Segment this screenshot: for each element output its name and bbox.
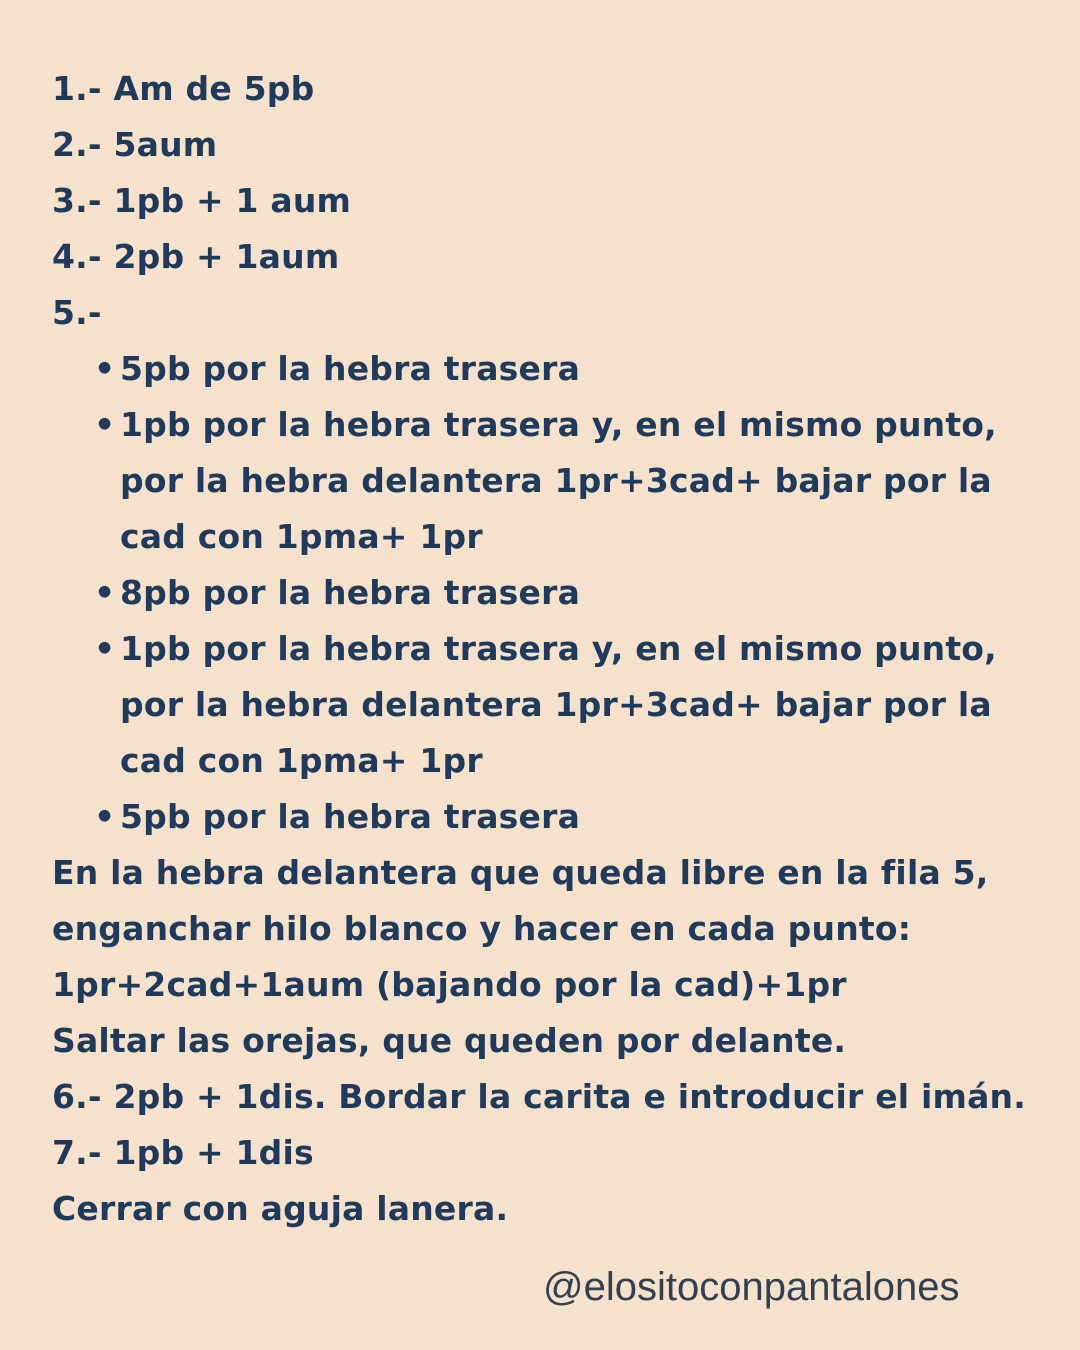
- instruction-line: 1pr+2cad+1aum (bajando por la cad)+1pr: [52, 965, 847, 1004]
- step-1: 1.- Am de 5pb: [52, 69, 315, 108]
- instruction-line: En la hebra delantera que queda libre en la fila 5,: [52, 853, 989, 892]
- step-5: 5.-: [52, 293, 102, 332]
- step-7: 7.- 1pb + 1dis: [52, 1133, 314, 1172]
- bullet-dot-icon: •: [94, 349, 116, 388]
- pattern-instructions: [52, 61, 1042, 1237]
- bullet-item: [52, 621, 1030, 789]
- bullet-dot-icon: •: [94, 573, 116, 612]
- instruction-line: Saltar las orejas, que queden por delante.: [52, 1021, 847, 1060]
- author-handle: @elositoconpantalones: [543, 1265, 960, 1309]
- bullet-text: 1pb por la hebra trasera y, en el mismo punto, por la hebra delantera 1pr+3cad+ bajar por la cad con 1pma+ 1pr: [120, 629, 997, 780]
- step-2: 2.- 5aum: [52, 125, 218, 164]
- bullet-text: 5pb por la hebra trasera: [120, 349, 581, 388]
- step-4: 4.- 2pb + 1aum: [52, 237, 340, 276]
- bullet-text: 8pb por la hebra trasera: [120, 573, 581, 612]
- bullet-item: [52, 397, 1030, 565]
- bullet-dot-icon: •: [94, 629, 116, 668]
- bullet-item: [52, 565, 1030, 621]
- bullet-text: 5pb por la hebra trasera: [120, 797, 581, 836]
- bullet-item: [52, 341, 1030, 397]
- bullet-dot-icon: •: [94, 797, 116, 836]
- step-5-bullet-list: [52, 341, 1042, 845]
- step-6: 6.- 2pb + 1dis. Bordar la carita e introducir el imán.: [52, 1077, 1026, 1116]
- bullet-dot-icon: •: [94, 405, 116, 444]
- closing-instruction: Cerrar con aguja lanera.: [52, 1189, 509, 1228]
- bullet-text: 1pb por la hebra trasera y, en el mismo punto, por la hebra delantera 1pr+3cad+ bajar por la cad con 1pma+ 1pr: [120, 405, 997, 556]
- instruction-line: enganchar hilo blanco y hacer en cada punto:: [52, 909, 912, 948]
- step-3: 3.- 1pb + 1 aum: [52, 181, 352, 220]
- bullet-item: [52, 789, 1030, 845]
